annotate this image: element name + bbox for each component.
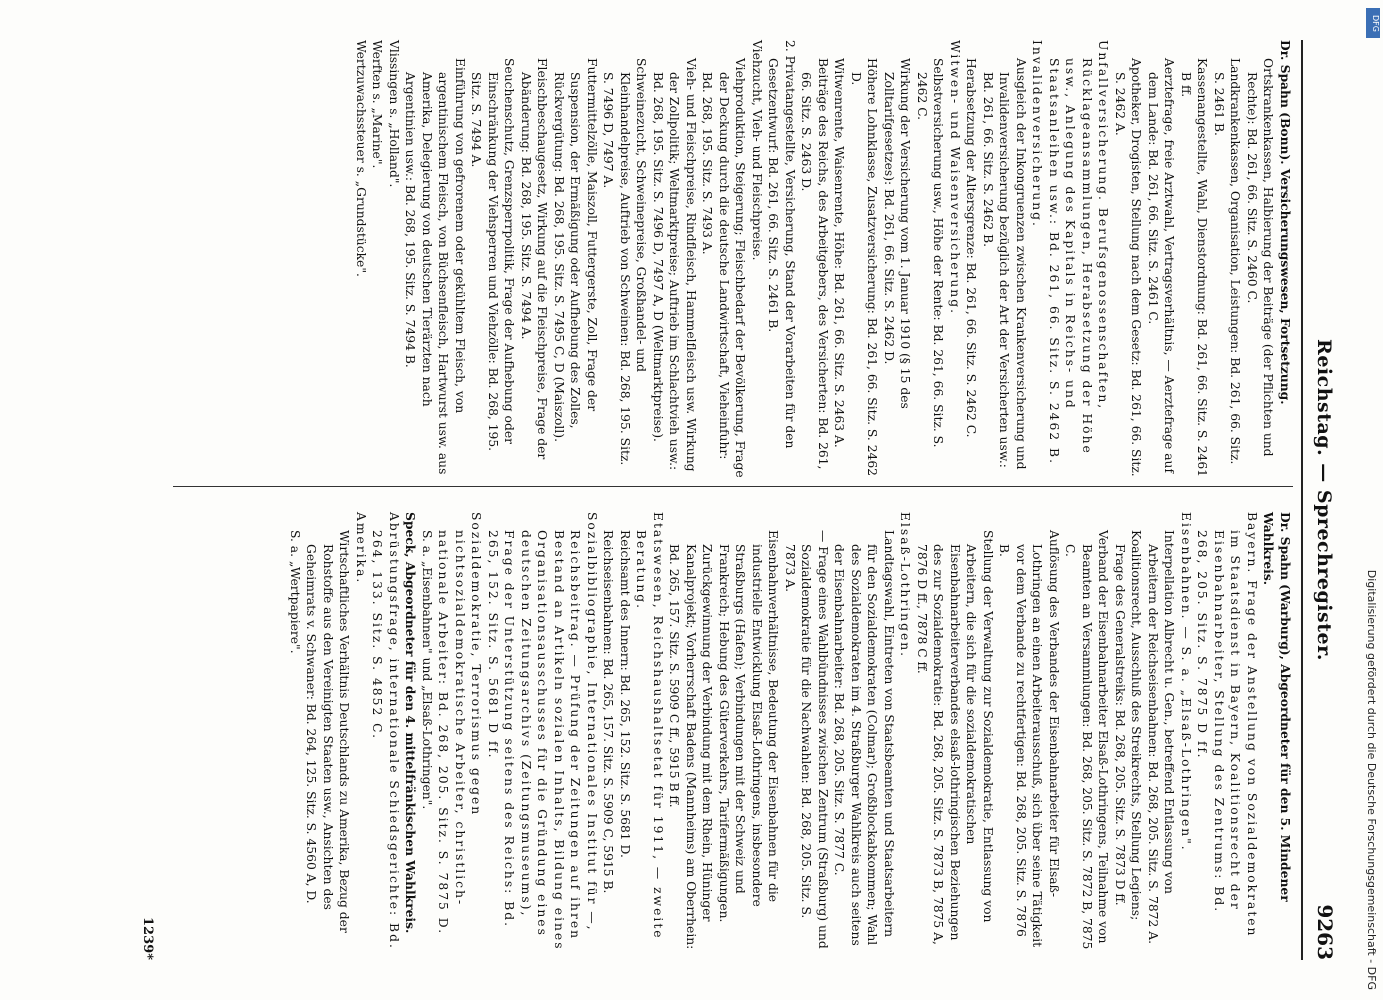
register-entry: Unfallversicherung. Berufsgenossenschaften, Rücklageansammlungen, Herabsetzung der Höhe usw., Anlegung des Kapitals in Reichs- und Staatsanleihen usw.: Bd. 261, 66. Sitz. S. 2462 B. (1047, 40, 1111, 465)
register-entry: Vieh- und Fleischpreise, Rindfleisch, Hammelfleisch usw. Wirkung der Zollpolitik; Weltmarktpreise; Auftrieb im Schlachtvieh usw.: Bd. 268, 195. Sitz. S. 7496 D, 7497 A, D (Weltmarktpreise). (651, 58, 698, 472)
register-entry: Vlissingen s. „Holland". (387, 40, 401, 188)
register-entry: Höhere Lohnklasse, Zusatzversicherung: Bd. 261, 66. Sitz. S. 2462 D. (849, 58, 880, 476)
register-entry: Dr. Spahn (Bonn). Versicherungswesen, Fortsetzung. (1278, 40, 1293, 405)
register-entry: Selbstversicherung usw., Höhe der Rente: Bd. 261, 66. Sitz. S. 2462 C. (915, 58, 946, 448)
register-entry: Koalitionsrecht, Ausschluß des Streikrechts, Stellung Legiens; Frage des Generalstreiks: Bd. 268, 205. Sitz. S. 7873 D ff. (1113, 530, 1144, 921)
register-entry: Einführung von gefrorenem oder gekühltem Fleisch, von argentinischem Fleisch, von Büchsenfleisch, Hartwurst usw. aus Amerika, Delegierung von deutschen Tierärzten nach Argentinien usw.: Bd. 268, 195. Sitz. S. 7494 B. (403, 58, 467, 475)
page-title: Reichstag. — Sprechregister. (1313, 339, 1335, 661)
register-entry: Futtermittelzölle, Maiszoll, Futtergerste, Zoll, Frage der Suspension, der Ermäßigung oder Aufhebung des Zolles, Rückvergütung: Bd. 268, 195. Sitz. S. 7495 C, D (Maiszoll). (552, 58, 599, 442)
register-entry: Speck, Abgeordneter für den 4. mittelfränkischen Wahlkreis. (403, 512, 419, 934)
register-entry: 2. Privatangestellte, Versicherung, Stand der Vorarbeiten für den Gesetzentwurf: Bd. 261, 66. Sitz. S. 2461 B. (766, 40, 797, 449)
register-entry: — Frage eines Wahlbündnisses zwischen Zentrum (Straßburg) und Sozialdemokratie für die Nachwahlen: Bd. 268, 205. Sitz. S. 7873 A. (783, 530, 830, 949)
register-entry: Bayern. Frage der Anstellung von Sozialdemokraten im Staatsdienst in Bayern, Koalitionsrecht der Eisenbahnarbeiter, Stellung des Zentrums: Bd. 268, 205. Sitz. S. 7875 D ff. (1195, 512, 1259, 938)
register-entry: Apotheker, Drogisten, Stellung nach dem Gesetz: Bd. 261, 66. Sitz. S. 2462 A. (1113, 58, 1144, 477)
register-entry: Schweinezucht, Schweinepreise, Großhandel- und Kleinhandelpreise, Auftrieb von Schweinen: Bd. 268, 195. Sitz. S. 7496 D, 7497 A. (601, 58, 649, 466)
register-entry: Beiträge des Reichs, des Arbeitgebers, des Versicherten: Bd. 261, 66. Sitz. S. 2463 D. (799, 58, 830, 470)
register-entry: Reichseisenbahnen: Bd. 265, 157. Sitz. S. 5909 C, 5915 B. (601, 530, 616, 894)
right-column (287, 512, 1294, 952)
register-entry: Ausgleich der Inkongruenzen zwischen Krankenversicherung und Invalidenversicherung bezüglich der Art der Versicherten usw.: Bd. 261, 66. Sitz. S. 2462 B. (981, 58, 1028, 470)
dfg-logo: DFG (1366, 8, 1380, 38)
register-entry: Witwen- und Waisenversicherung. (948, 40, 962, 315)
register-entry: Landkrankenkassen, Organisation, Leistungen: Bd. 261, 66. Sitz. S. 2461 B. (1212, 58, 1243, 465)
register-entry: Viehzucht, Vieh- und Fleischpreise. (750, 40, 764, 261)
register-entry: S. a. „Wertpapiere". (288, 530, 302, 654)
register-entry: Eisenbahnen. — S. a. „Elsaß-Lothringen". (1179, 512, 1193, 852)
register-entry: Wirkung der Versicherung vom 1. Januar 1910 (§ 15 des Zolltarifgesetzes): Bd. 261, 66. Sitz. S. 2462 D. (882, 58, 913, 409)
register-entry: Elsaß-Lothringen. (898, 512, 913, 659)
register-entry: Auflösung des Verbandes der Eisenbahnarbeiter für Elsaß-Lothringen an einen Arbeiterausschuß, sich über seine Tätigkeit vor dem Verbande zu rechtfertigen: Bd. 268, 205. Sitz. S. 7876 B. (997, 530, 1061, 948)
left-column (353, 40, 1294, 480)
register-entry: Stellung der Verwaltung zur Sozialdemokratie, Entlassung von Arbeitern, die sich für die sozialdemokratischen Eisenbahnarbeiterverbandes elsaß-lothringischen Beziehungen des zur Sozialdemokratie: Bd. 268, 205. Sitz. S. 7873 B, 7875 A, 7876 D ff., 7878 C ff. (915, 530, 995, 945)
register-entry: Etatswesen, Reichshaushaltsetat für 1911, — zweite Beratung. (634, 512, 665, 940)
register-entry: Interpellation Albrecht u. Gen., betreffend Entlassung von Arbeitern der Reichseisenbahnen: Bd. 268, 205. Sitz. S. 7872 A. (1146, 530, 1177, 944)
side-note (1318, 10, 1378, 990)
register-entry: S. a. „Eisenbahnen" und „Elsaß-Lothringen". (420, 530, 434, 810)
register-entry: Abrüstungsfrage, internationale Schiedsgerichte: Bd. 264, 133. Sitz. S. 4852 C. (370, 512, 401, 950)
register-entry: Invalidenversicherung. (1030, 40, 1045, 228)
register-entry: Reichsamt des Innern: Bd. 265, 152. Sitz. S. 5681 D. (618, 530, 632, 858)
column-divider (173, 486, 1293, 487)
register-entry: Herabsetzung der Altersgrenze: Bd. 261, 66. Sitz. S. 2462 C. (964, 58, 979, 438)
register-entry: Sozialdemokratie, Terrorismus gegen nichtsozialdemokratische Arbeiter, christlich-nationale Arbeiter: Bd. 268, 205. Sitz. S. 7875 D. (436, 512, 484, 936)
register-entry: Witwenrente, Waisenrente, Höhe: Bd. 261, 66. Sitz. S. 2463 A. (832, 58, 847, 448)
register-entry: Seuchenschutz, Grenzsperrpolitik, Frage der Aufhebung oder Einschränkung der Viehsperren und Viehzölle: Bd. 268, 195. Sitz. S. 7494 A. (469, 58, 517, 452)
register-entry: Kassenangestellte, Wahl, Dienstordnung: Bd. 261, 66. Sitz. S. 2461 B ff. (1179, 58, 1210, 477)
register-entry: Wirtschaftliches Verhältnis Deutschlands zu Amerika, Bezug der Rohstoffe aus den Vereinigten Staaten usw., Ansichten des Geheimrats v. Schwaner: Bd. 264, 125. Sitz. S. 4560 A, D. (304, 530, 352, 933)
register-entry: Verband der Eisenbahnarbeiter Elsaß-Lothringens, Teilnahme von Beamten an Versammlungen: Bd. 268, 205. Sitz. S. 7872 B, 7875 C. (1063, 530, 1111, 950)
footer-signature: 1239* (140, 917, 155, 960)
register-entry: Aerztefrage, freie Arztwahl, Vertragsverhältnis, — Aerztefrage auf dem Lande: Bd. 261, 66. Sitz. S. 2461 C. (1146, 58, 1177, 474)
register-entry: Dr. Spahn (Warburg), Abgeordneter für den 5. Mindener Wahlkreis. (1261, 512, 1293, 902)
register-entry: Eisenbahnverhältnisse, Bedeutung der Eisenbahnen für die industrielle Entwicklung Elsaß-Lothringens, insbesondere Straßburgs (Hafen); Verbindungen mit der Schweiz und Frankreich; Hebung des Güterverkehrs, Tarifermäßigungen. Zurückgewinnung der Verbindung mit dem Rhein, Hüninger Kanalprojekt; Vorherrschaft Badens (Mannheims) am Oberrhein: Bd. 265, 157. Sitz. S. 5909 C ff., 5915 B ff. (667, 530, 781, 950)
register-entry: Werften s. „Marine". (370, 40, 385, 169)
page-number: 9263 (1313, 904, 1337, 960)
register-entry: Ortskrankenkassen, Halbierung der Beiträge (der Pflichten und Rechte): Bd. 261, 66. Sitz. S. 2460 C. (1245, 58, 1276, 457)
register-entry: Viehproduktion, Steigerung; Fleischbedarf der Bevölkerung, Frage der Deckung durch die deutsche Landwirtschaft, Vieheinfuhr: Bd. 268, 195. Sitz. S. 7493 A. (700, 58, 748, 478)
register-entry: Amerika. (354, 512, 368, 585)
register-entry: Fleischbeschaugesetz, Wirkung auf die Fleischpreise, Frage der Abänderung: Bd. 268, 195. Sitz. S. 7494 A. (519, 58, 550, 460)
register-entry: Wertzuwachssteuer s. „Grundstücke". (354, 40, 368, 277)
register-entry: Sozialbibliographie, Internationales Institut für —, Reichsbeitrag. — Prüfung der Zeitungen auf ihren Bestand an Artikeln sozialen Inhalts, Bildung eines Organisationsausschusses für die Gründung eines deutschen Zeitungsarchivs (Zeitungsmuseums), Frage der Unterstützung seitens des Reichs: Bd. 265, 152. Sitz. S. 5681 D ff. (486, 512, 599, 951)
side-note-text: Digitalisierung gefördert durch die Deutsche Forschungsgemeinschaft - DFG (1365, 569, 1378, 990)
register-entry: Landtagswahl, Eintreten von Staatsbeamten und Staatsarbeitern für den Sozialdemokraten (Colmar); Großblockabkommen; Wahl des Sozialdemokraten im 4. Straßburger Wahlkreis auch seitens der Eisenbahnarbeiter: Bd. 268, 205. Sitz. S. 7877 C. (832, 530, 896, 946)
